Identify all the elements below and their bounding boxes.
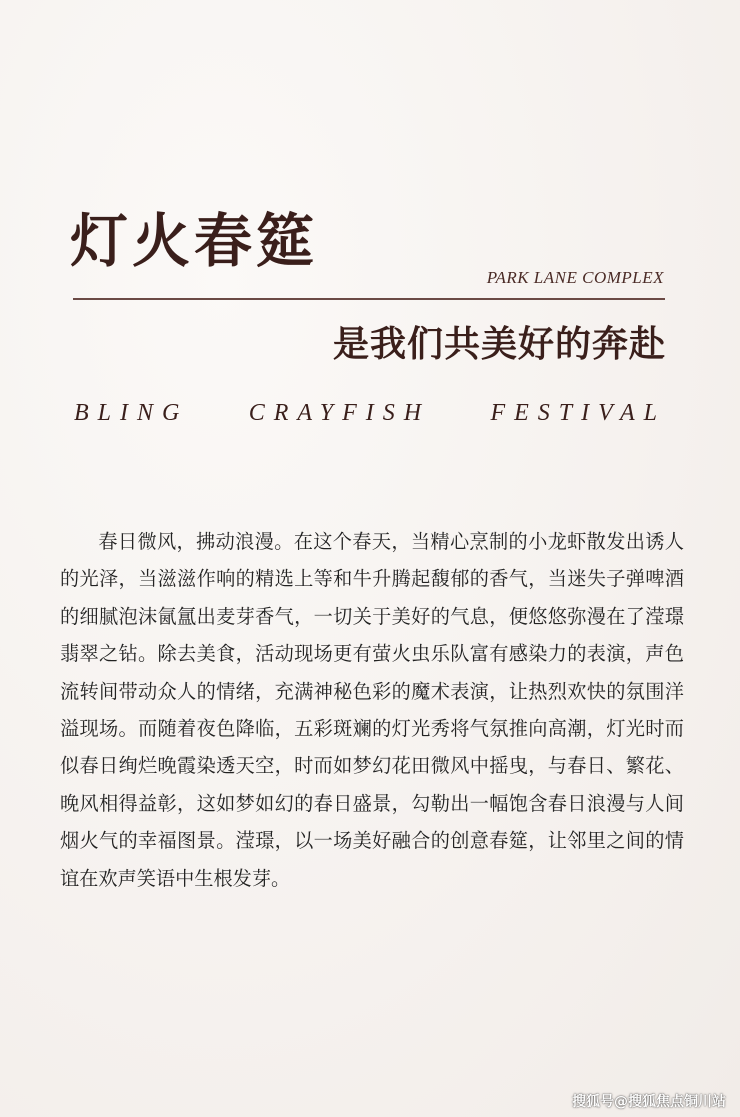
english-subtitle: PARK LANE COMPLEX <box>486 268 664 287</box>
title-divider <box>73 298 665 300</box>
festival-word-crayfish: CRAYFISH <box>248 400 431 426</box>
festival-word-bling: BLING <box>74 400 189 426</box>
festival-heading <box>74 401 666 425</box>
source-watermark: 搜狐号@搜狐焦点铜川站 <box>572 1094 726 1110</box>
tagline: 是我们共美好的奔赴 <box>332 323 666 365</box>
festival-word-festival: FESTIVAL <box>490 400 666 426</box>
page-title: 灯火春筵 <box>70 207 319 275</box>
article-paragraph: 春日微风，拂动浪漫。在这个春天，当精心烹制的小龙虾散发出诱人的光泽，当滋滋作响的精选上等和牛升腾起馥郁的香气，当迷失子弹啤酒的细腻泡沫氤氲出麦芽香气，一切关于美好的气息，便悠悠弥漫在了滢璟翡翠之钻。除去美食，活动现场更有萤火虫乐队富有感染力的表演，声色流转间带动众人的情绪，充满神秘色彩的魔术表演，让热烈欢快的氛围洋溢现场。而随着夜色降临，五彩斑斓的灯光秀将气氛推向高潮，灯光时而似春日绚烂晚霞染透天空，时而如梦幻花田微风中摇曳，与春日、繁花、晚风相得益彰，这如梦如幻的春日盛景，勾勒出一幅饱含春日浪漫与人间烟火气的幸福图景。滢璟，以一场美好融合的创意春筵，让邻里之间的情谊在欢声笑语中生根发芽。 <box>60 530 684 890</box>
